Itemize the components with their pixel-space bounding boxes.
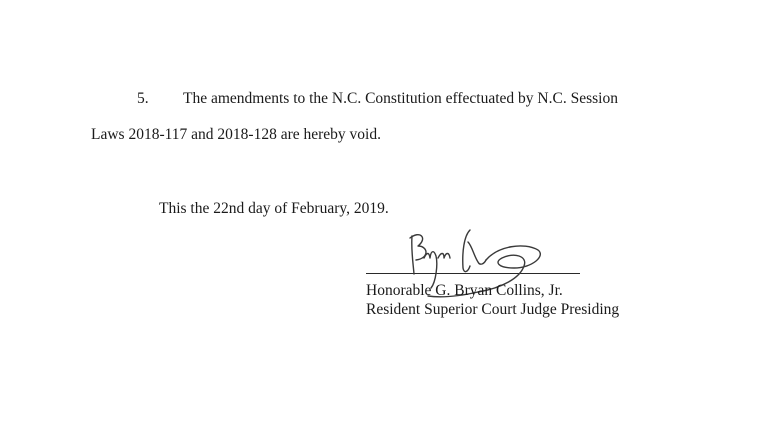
paragraph-number: 5. xyxy=(137,90,149,107)
signer-name: Honorable G. Bryan Collins, Jr. xyxy=(366,282,563,299)
paragraph-text-line-1: The amendments to the N.C. Constitution effectuated by N.C. Session xyxy=(183,90,618,107)
signer-title: Resident Superior Court Judge Presiding xyxy=(366,301,620,318)
date-line: This the 22nd day of February, 2019. xyxy=(159,200,389,217)
paragraph-text-line-2: Laws 2018-117 and 2018-128 are hereby void. xyxy=(91,126,381,143)
